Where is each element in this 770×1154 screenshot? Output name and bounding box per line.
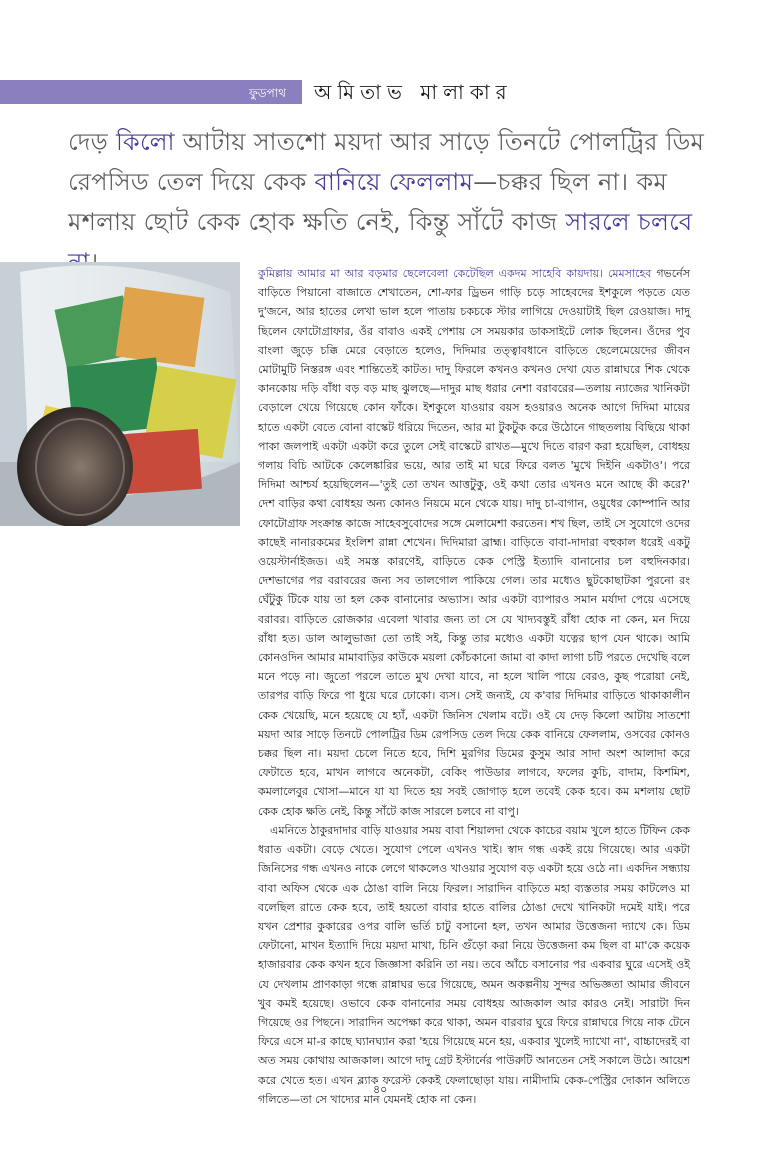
pull-quote-highlight: কিলো xyxy=(116,128,175,156)
pull-quote-text: —চক্কর ছিল না। কম মশলায় ছোট কেক হোক ক্ষতি নেই, কিন্তু সাঁটে কাজ xyxy=(68,168,668,236)
section-header-band xyxy=(0,80,302,104)
pull-quote-text: আটায় সাতশো ময়দা আর সাড়ে তিনটে পোলট্রির ডিম রেপসিড তেল দিয়ে কেক xyxy=(68,128,705,196)
paragraph-text: এমনিতে ঠাকুরদাদার বাড়ি যাওয়ার সময় বাবা শিয়ালদা থেকে কাচের বয়াম খুলে হাতে টিফিন কেক ধরাত একটা। বেড়ে খেতে। সুযোগ পেলে এখনও খাই। স্বাদ গন্ধ একই রয়ে গিয়েছে। আর একটা জিনিসের গন্ধ এখনও নাকে লেগে থাকলেও খাওয়ার সুযোগ বড় একটা হয়ে ওঠে না। একদিন সন্ধ্যায় বাবা অফিস থেকে এক ঠোঙা বালি নিয়ে ফিরল। সারাদিন বাড়িতে মহা ব্যস্ততার সময় কাটলেও মা বলেছিল রাতে কেক হবে, তাই হয়তো বাবার হাতে বালির ঠোঙা দেখে খানিকটা দমেই যাই। পরে যখন প্রেশার কুকারের ওপর বালি ভর্তি চাটু বসানো হল, তখন আমার উত্তেজনা দ্যাখে কে। ডিম ফেটানো, মাখন ইত্যাদি দিয়ে ময়দা মাখা, চিনি গুঁড়ো করা নিয়ে উত্তেজনা কম ছিল বা মা'কে কয়েক হাজারবার কেক কখন হবে জিজ্ঞাসা করিনি তা নয়। তবে আঁচে বসানোর পর একবার ঘুরে এসেই ওই যে দেখলাম প্রাণকাড়া গন্ধে রান্নাঘর ভরে গিয়েছে, অমন অকল্পনীয় সুন্দর অভিজ্ঞতা আমার জীবনে খুব কমই হয়েছে। ওভাবে কেক বানানোর সময় বোধহয় আজকাল আর কারও নেই। সারাটা দিন গিয়েছে ওর পিছনে। সারাদিন অপেক্ষা করে থাকা, অমন বারবার ঘুরে ফিরে রান্নাঘরে গিয়ে নাক টেনে ফিরে এসে মা-র কাছে ঘ্যানঘ্যান করা 'হয়ে গিয়েছে মনে হয়, একবার খুলেই দ্যাখো না', বাচ্চাদেরই বা অত সময় কোথায় আজকাল। আগে দাদু গ্রেট ইস্টার্নের পাউরুটি আনতেন সেই সকালে উঠে। আয়েশ করে খেতে হত। এখন ব্ল্যাক ফরেস্ট কেকই ফেলাছোড়া যায়। নামীদামি কেক-পেস্ট্রির দোকান অলিতে গলিতে—তা সে খাদ্যের মান যেমনই হোক না কেন। xyxy=(258,823,690,1106)
author-name: অমিতাভ মালাকার xyxy=(314,80,513,104)
article-body xyxy=(258,264,690,1109)
lead-paragraph xyxy=(258,264,690,821)
cake-jar-photo xyxy=(0,262,240,526)
paragraph-text: গভর্নেস বাড়িতে পিয়ানো বাজাতে শেখাতেন, শো-ফার ড্রিভন গাড়ি চড়ে সাহেবদের ইশকুলে পড়তে যেত দু'জনে, আর হাতের লেখা ভাল হলে পাতায় চকচকে স্টার লাগিয়ে দেওয়াটাই ছিল রেওয়াজ। দাদু ছিলেন ফোটোগ্রাফার, ওঁর বাবাও একই পেশায় সে সময়কার ডাকসাইটে লোক ছিলেন। ওঁদের পুব বাংলা জুড়ে চক্কি মেরে বেড়াতে হলেও, দিদিমার তত্ত্বাবধানে বাড়িতে ছেলেমেয়েদের জীবন মোটামুটি নিস্তরঙ্গ এবং শান্তিতেই কাটত। দাদু ফিরলে কখনও কখনও দেখা যেত রান্নাঘরে শিক থেকে কানকোয় দড়ি বাঁধা বড় বড় মাছ ঝুলছে—দাদুর মাছ ধরার নেশা বরাবরের—তলায় ন্যাজের খানিকটা বেড়ালে খেয়ে গিয়েছে কোন ফাঁকে। ইশকুলে যাওয়ার বয়স হওয়ারও অনেক আগে দিদিমা মায়ের হাতে একটা বেতে বোনা বাস্কেট ধরিয়ে দিতেন, আর মা টুকটুক করে উঠোনে গাছতলায় বিছিয়ে থাকা পাকা জলপাই একটা একটা করে তুলে সেই বাস্কেটে রাখত—মুখে দিতে বারণ করা হয়েছিল, বোধহয় গলায় বিচি আটকে কেলেঙ্কারির ভয়ে, আর তাই মা ঘরে ফিরে বলত 'মুখে দিইনি একটাও'। পরে দিদিমা আশ্চর্য হয়েছিলেন—'তুই তো তখন আত্তটুকু, ওই কথা তোর এখনও মনে আছে কী করে?' দেশ বাড়ির কথা বোধহয় অন্য কোনও নিয়মে মনে থেকে যায়। দাদু চা-বাগান, ওয়ুধের কোম্পানি আর ফোটোগ্রাফ সংক্রান্ত কাজে সাহেবসুবোদের সঙ্গে মেলামেশা করতেন। শখ ছিল, তাই সে সুযোগে ওদের কাছেই নানারকমের ইংলিশ রান্না শেখেন। দিদিমারা ব্রাহ্ম। বাড়িতে বাবা-দাদারা বহুকাল ধরেই একটু ওয়েস্টার্নাইজড। এই সমস্ত কারণেই, বাড়িতে কেক পেস্ট্রি ইত্যাদি বানানোর চল বহুদিনকার। দেশভাগের পর বরাবরের জন্য সব তালগোল পাকিয়ে গেল। তার মধ্যেও ছুটকোছাটকা পুরনো রং ঘেঁটুকু টিকে যায় তা হল কেক বানানোর অভ্যাস। আর একটা ব্যাপারও সমান মর্যাদা পেয়ে এসেছে বরাবর। বাড়িতে রোজকার এবেলা খাবার জন্য তা সে যে খাদ্যবস্তুই রাঁধা হোক না কেন, মন দিয়ে রাঁধা হত। ডাল আলুভাজা তো তাই সই, কিন্তু তার মধ্যেও একটা যত্নের ছাপ যেন থাকে। আমি কোনওদিন আমার মামাবাড়ির কাউকে ময়লা কোঁচকানো জামা বা কাদা লাগা চটি পরতে দেখেছি বলে মনে পড়ে না। জুতো পরলে তাতে মুখ দেখা যাবে, না হলে খালি পায়ে বেরও, কুছ পরোয়া নেই, তারপর বাড়ি ফিরে পা ধুয়ে ঘরে ঢোকো। ব্যস। সেই জন্যই, যে ক'বার দিদিমার বাড়িতে থাকাকালীন কেক খেয়েছি, মনে হয়েছে যে হ্যাঁ, একটা জিনিস খেলাম বটে। ওই যে দেড় কিলো আটায় সাতশো ময়দা আর সাড়ে তিনটে পোলট্রির ডিম রেপসিড তেল দিয়ে কেক বানিয়ে ফেললাম, ওসবের কোনও চক্কর ছিল না। ময়দা চেলে নিতে হবে, দিশি মুরগির ডিমের কুসুম আর সাদা অংশ আলাদা করে ফেটাতে হবে, মাখন লাগবে অনেকটা, বেকিং পাউডার লাগবে, ফলের কুচি, বাদাম, কিশমিশ, কমলালেবুর খোসা—মানে যা যা দিতে হয় সবই জোগাড় হলে তবেই কেক হবে। কম মশলায় ছোট কেক হোক ক্ষতি নেই, কিন্তু সাঁটে কাজ সারলে চলবে না বাপু। xyxy=(258,267,690,818)
lead-line: কুমিল্লায় আমার মা আর বড়মার ছেলেবেলা কেটেছিল একদম সাহেবি কায়দায়। মেমসাহেব xyxy=(258,267,652,280)
pull-quote xyxy=(68,122,708,282)
pull-quote-text: দেড় xyxy=(68,128,117,156)
pull-quote-highlight: বানিয়ে ফেললাম xyxy=(314,168,474,196)
page-number: ৪০ xyxy=(373,1083,388,1096)
pull-quote-highlight: সারলে চলবে xyxy=(565,208,693,236)
section-label: ফুডপাথ xyxy=(249,86,286,100)
glass-jar-illustration xyxy=(0,262,240,526)
